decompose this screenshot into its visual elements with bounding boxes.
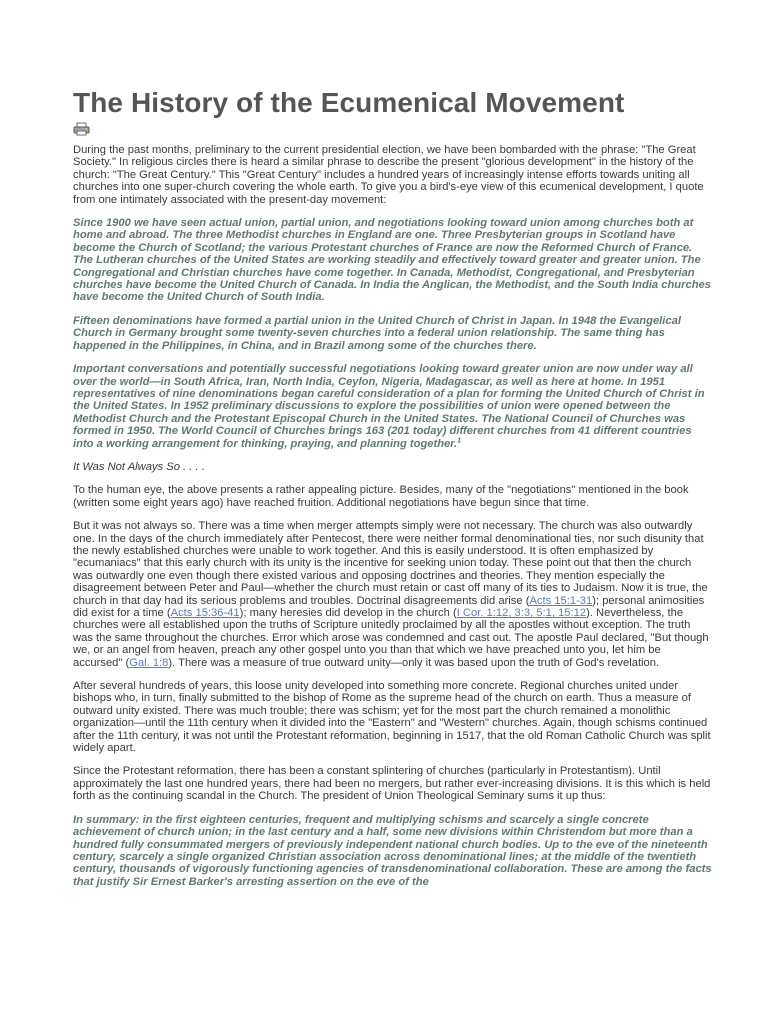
scripture-link-acts-15-36[interactable]: Acts 15:36-41 bbox=[170, 607, 240, 619]
block-quote-3 bbox=[73, 363, 713, 450]
block-quote-4: In summary: in the first eighteen centuries, frequent and multiplying schisms and scarcely a single concrete achievement of church union; in the last century and a half, some new divisions within Christendom but more than a hundred fully consummated mergers of previously independent national church bodies. Up to the eve of the nineteenth century, scarcely a single organized Christian association across denominational lines; at the middle of the twentieth century, thousands of vigorously functioning agencies of transdenominational collaboration. These are among the facts that justify Sir Ernest Barker's arresting assertion on the eve of the bbox=[73, 813, 712, 888]
paragraph-5: Since the Protestant reformation, there has been a constant splintering of churches (particularly in Protestantism). Until approximately the last one hundred years, there had been no mergers, but rather ever-increasing divisions. It is this which is held forth as the continuing scandal in the Church. The president of Union Theological Seminary sums it up thus: bbox=[73, 765, 711, 803]
section-subheading: It Was Not Always So . . . . bbox=[73, 460, 205, 473]
block-quote-3-text: Important conversations and potentially successful negotiations looking toward greater union are now under way all over the world—in South Africa, Iran, North India, Ceylon, Nigeria, Madagascar, as well as here at home. In 1951 representatives of nine denominations began careful consideration of a plan for forming the United Church of Christ in the United States. In 1952 preliminary discussions to explore the possibilities of union were opened between the Methodist Church and the Protestant Episcopal Church in the United States. The National Council of Churches was formed in 1950. The World Council of Churches brings 163 (201 today) different churches from 41 different countries into a working arrangement for thinking, praying, and planning together. bbox=[73, 363, 705, 450]
scripture-link-1-cor[interactable]: I Cor. 1:12, 3:3, 5:1, 15:12 bbox=[456, 607, 587, 619]
scripture-link-gal-1-8[interactable]: Gal. 1:8 bbox=[129, 656, 169, 669]
block-quote-2: Fifteen denominations have formed a partial union in the United Church of Christ in Japan. In 1948 the Evangelical Church in Germany brought some twenty-seven churches into a federal union relationship. The same thing has happened in the Philippines, in China, and in Brazil among some of the churches there. bbox=[73, 314, 681, 352]
scripture-link-acts-15-1[interactable]: Acts 15:1-31 bbox=[529, 594, 593, 607]
paragraph-4: After several hundreds of years, this loose unity developed into something more concrete. Regional churches united under bishops who, in turn, finally submitted to the bishop of Rome as the supreme head of the church on earth. Thus a measure of outward unity existed. There was much trouble; there was schism; yet for the most part the church remained a monolithic organization—until the 11th century when it divided into the "Eastern" and "Western" churches. Again, though schisms continued after the 11th century, it was not until the Protestant reformation, beginning in 1517, that the old Roman Catholic Church was split widely apart. bbox=[73, 680, 711, 755]
block-quote-1: Since 1900 we have seen actual union, partial union, and negotiations looking toward union among churches both at home and abroad. The three Methodist churches in England are one. Three Presbyterian groups in Scotland have become the Church of Scotland; the various Protestant churches of France are now the Reformed Church of France. The Lutheran churches of the United States are working steadily and effectively toward greater and greater union. The Congregational and Christian churches have come together. In Canada, Methodist, Congregational, and Presbyterian churches have become the United Church of Canada. In India the Anglican, the Methodist, and the South India churches have become the United Church of South India. bbox=[73, 217, 711, 304]
article-body bbox=[73, 86, 713, 888]
page-title: The History of the Ecumenical Movement bbox=[73, 87, 625, 118]
paragraph-3-text-3: ); many heresies did develop in the church ( bbox=[239, 607, 457, 619]
paragraph-3-text-5: ). There was a measure of true outward unity—only it was based upon the truth of God's revelation. bbox=[168, 656, 660, 669]
paragraph-3-text-4: ). Nevertheless, the churches were all established upon the truths of Scripture unitedly proclaimed by all the apostles without exception. The truth was the same throughout the churches. Error which arose was condemned and cast out. The apostle Paul declared, "But though we, or an angel from heaven, preach any other gospel unto you than that which we have preached unto you, let him be accursed" ( bbox=[73, 607, 709, 669]
printer-icon[interactable] bbox=[73, 122, 90, 136]
intro-paragraph: During the past months, preliminary to the current presidential election, we have been bombarded with the phrase: "The Great Society." In religious circles there is heard a similar phrase to describe the present "glorious development" in the history of the church: "The Great Century." This "Great Century" includes a hundred years of increasingly intense efforts towards uniting all churches into one super-church covering the whole earth. To give you a bird's-eye view of this ecumenical development, I quote from one intimately associated with the present-day movement: bbox=[73, 144, 704, 206]
paragraph-3-text-1: But it was not always so. There was a time when merger attempts simply were not necessary. The church was also outwardly one. In the days of the church immediately after Pentecost, there were neither formal denominational ties, nor such disunity that the newly established churches were unable to work together. And this is easily understood. It is often emphasized by "ecumaniacs" that this early church with its unity is the incentive for seeking union today. These point out that then the church was outwardly one even though there existed various and opposing doctrines and theories. They mention especially the disagreement between Peter and Paul—whether the church must retain or cast off many of its ties to Judaism. Now it is true, the church in that day had its serious problems and troubles. Doctrinal disagreements did arise ( bbox=[73, 520, 708, 607]
paragraph-3-text-2: ); personal animosities did exist for a time ( bbox=[73, 594, 705, 619]
footnote-marker: 1 bbox=[457, 436, 462, 444]
paragraph-3 bbox=[73, 520, 713, 669]
paragraph-2: To the human eye, the above presents a rather appealing picture. Besides, many of the "negotiations" mentioned in the book (written some eight years ago) have reached fruition. Additional negotiations have begun since that time. bbox=[73, 484, 689, 509]
